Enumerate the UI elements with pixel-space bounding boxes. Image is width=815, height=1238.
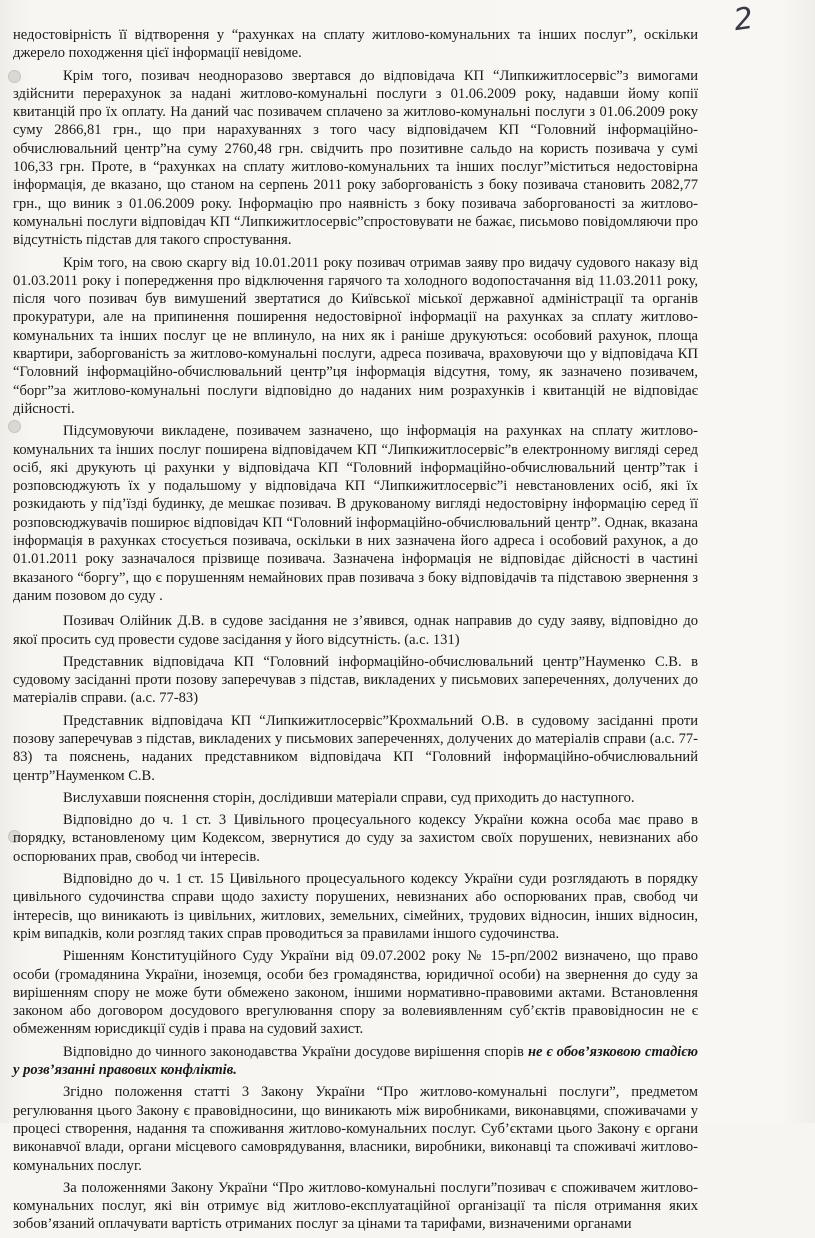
paragraph-5: Позивач Олійник Д.В. в судове засідання не з’явився, однак направив до суду заяву, відповідно до якої просить суд провести судове засідання у його відсутність. (а.с. 131) xyxy=(13,613,698,648)
paragraph-7: Представник відповідача КП “Липкижитлосервіс”Крохмальний О.В. в судовому засіданні проти позову заперечував з підстав, викладених у письмових запереченнях, долучених до матеріалів справи (а.с. 77-83) та пояснень, наданих представником відповідача КП “Головний інформаційно-обчислювальний центр”Науменком С.В. xyxy=(13,712,698,784)
paragraph-10: Відповідно до ч. 1 ст. 15 Цивільного процесуального кодексу України суди розглядають в порядку цивільного судочинства справи щодо захисту порушених, невизнаних або оспорюваних прав, свобод чи інтересів, що виникають із цивільних, житлових, земельних, сімейних, трудових відносин, інших відносин, крім випадків, коли розгляд таких справ проводиться за правилами іншого судочинства. xyxy=(13,871,698,942)
paragraph-4: Підсумовуючи викладене, позивачем зазначено, що інформація на рахунках на сплату житлово-комунальних та інших послуг поширена відповідачем КП “Липкижитлосервіс”в електронному вигляді серед осіб, які друкують ці рахунки у відповідача КП “Головний інформаційно-обчислювальний центр”так і розповсюджують їх у подальшому у відповідача КП “Липкижитлосервіс”і невстановлених осіб, які їх розкидають у під’їзді будинку, де мешкає позивач. В друкованому вигляді недостовірну інформацію серед її розповсюджувачів поширює відповідач КП “Головний інформаційно-обчислювальний центр”. Однак, вказана інформація в рахунках стосується позивача, оскільки в них зазначена його адреса і особовий рахунок, а до 01.01.2011 року зазначалося прізвище позивача. Зазначена інформація не відповідає дійсності в частині вказаного “боргу”, що є порушенням немайнових прав позивача з боку відповідачів та підставою звернення з даним позовом до суду . xyxy=(13,423,698,604)
paragraph-9: Відповідно до ч. 1 ст. 3 Цивільного процесуального кодексу України кожна особа має право в порядку, встановленому цим Кодексом, звернутися до суду за захистом своїх порушених, невизнаних або оспорюваних прав, свобод чи інтересів. xyxy=(13,812,698,865)
paragraph-2: Крім того, позивач неодноразово звертався до відповідача КП “Липкижитлосервіс”з вимогами здійснити перерахунок за надані житлово-комунальні послуги з 01.06.2009 року, надавши йому копії квитанцій про їх оплату. На даний час позивачем сплачено за житлово-комунальні послуги з 01.06.2009 року суму 2866,81 грн., що при нарахуваннях з того часу відповідачем КП “Головний інформаційно-обчислювальний центр”на суму 2760,48 грн. свідчить про позитивне сальдо на користь позивача у сумі 106,33 грн. Проте, в “рахунках на сплату житлово-комунальних та інших послуг”міститься недостовірна інформація, де вказано, що станом на серпень 2011 року заборгованість з боку позивача становить 2082,77 грн., що виник з 01.06.2009 року. Інформацію про наявність з боку позивача заборгованості за житлово-комунальні послуги відповідач КП “Липкижитлосервіс”спростовувати не бажає, письмово повідомляючи про відсутність підстав для такого спростування. xyxy=(13,67,698,249)
paragraph-8: Вислухавши пояснення сторін, дослідивши матеріали справи, суд приходить до наступного. xyxy=(63,789,635,806)
paragraph-13: Згідно положення статті 3 Закону України “Про житлово-комунальні послуги”, предметом регулювання цього Закону є правовідносини, що виникають між виробниками, виконавцями, споживачами у процесі створення, надання та споживання житлово-комунальних послуг. Суб’єктами цього Закону є органи виконавчої влади, органи місцевого самоврядування, власники, виробники, виконавці та споживачі житлово-комунальних послуг. xyxy=(13,1084,698,1174)
paragraph-3: Крім того, на свою скаргу від 10.01.2011 року позивач отримав заяву про видачу судового наказу від 01.03.2011 року і попередження про відключення гарячого та холодного водопостачання від 11.03.2011 року, після чого позивач був вимушений звертатися до Київської міської державної адміністрації та органів прокуратури, але на припинення поширення недостовірної інформації на рахунках за сплату житлово-комунальних та інших послуг це не вплинуло, на них як і раніше друкуються: особовий рахунок, площа квартири, заборгованість за житлово-комунальні послуги, адреса позивача, враховуючи що у відповідача КП “Головний інформаційно-обчислювальний центр”ця інформація відсутня, тому, як зазначено позивачем, “борг”за житлово-комунальні послуги відповідно до наданих ним розрахунків і квитанцій не відповідає дійсності. xyxy=(13,254,698,417)
paragraph-12-emphasis: не є обов’язковою стадією у розв’язанні правових конфліктів. xyxy=(13,1043,698,1079)
document-body xyxy=(13,26,698,1238)
page-number: 2 xyxy=(731,0,756,39)
paragraph-11: Рішенням Конституційного Суду України від 09.07.2002 року № 15-рп/2002 визначено, що право особи (громадянина України, іноземця, особи без громадянства, юридичної особи) на звернення до суду за вирішенням спору не може бути обмежено законом, іншими нормативно-правовими актами. Встановлення законом або договором досудового врегулювання спору за волевиявленням суб’єктів правовідносин не є обмеженням юрисдикції судів і права на судовий захист. xyxy=(13,948,698,1038)
paragraph-14: За положеннями Закону України “Про житлово-комунальні послуги”позивач є споживачем житлово-комунальних послуг, які він отримує від житлово-експлуатаційної організації та після отримання яких зобов’язаний оплачувати вартість отриманих послуг за цінами та тарифами, визначеними органами xyxy=(13,1179,698,1233)
paragraph-6: Представник відповідача КП “Головний інформаційно-обчислювальний центр”Науменко С.В. в судовому засіданні проти позову заперечував з підстав, викладених у письмових запереченнях, долучених до матеріалів справи. (а.с. 77-83) xyxy=(13,653,698,707)
paragraph-1: недостовірність її відтворення у “рахунках на сплату житлово-комунальних та інших послуг”, оскільки джерело походження цієї інформації невідоме. xyxy=(13,27,698,62)
paragraph-12 xyxy=(13,1043,698,1080)
paragraph-12-text: Відповідно до чинного законодавства України досудове вирішення спорів xyxy=(63,1043,528,1060)
